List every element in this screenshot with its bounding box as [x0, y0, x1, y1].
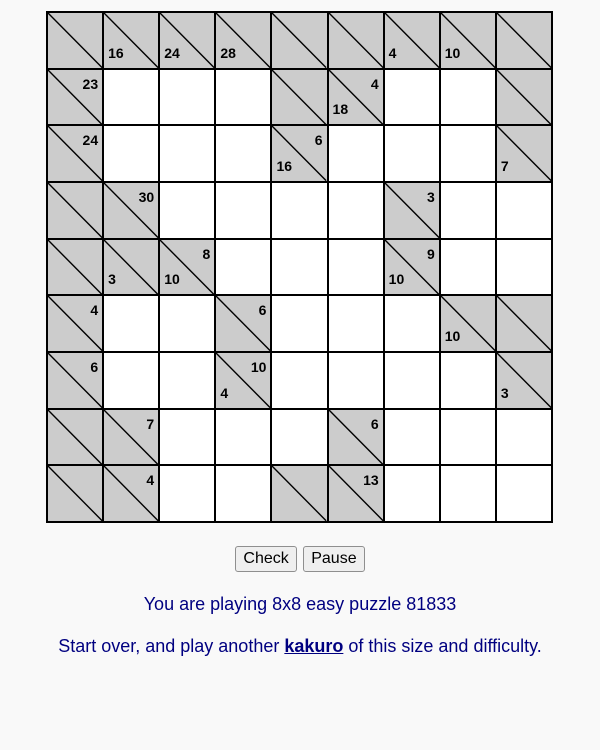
- down-clue: 4: [388, 44, 397, 61]
- entry-cell[interactable]: [215, 69, 271, 126]
- down-clue: 10: [164, 271, 180, 288]
- entry-cell[interactable]: [215, 125, 271, 182]
- clue-cell: [328, 12, 384, 69]
- clue-cell: [496, 352, 552, 409]
- entry-cell[interactable]: [328, 352, 384, 409]
- entry-cell[interactable]: [440, 182, 496, 239]
- play-another-prefix: Start over, and play another: [58, 636, 285, 656]
- board-row: [47, 182, 552, 239]
- down-clue: 16: [276, 157, 293, 174]
- clue-cell: [496, 69, 552, 126]
- entry-cell[interactable]: [440, 69, 496, 126]
- entry-cell[interactable]: [440, 125, 496, 182]
- entry-cell[interactable]: [215, 409, 271, 466]
- clue-cell: [440, 295, 496, 352]
- clue-cell: [103, 182, 159, 239]
- entry-cell[interactable]: [159, 409, 215, 466]
- play-another-line: [0, 636, 600, 657]
- clue-cell: [496, 295, 552, 352]
- down-clue: 24: [164, 44, 180, 61]
- across-clue: 6: [314, 132, 323, 149]
- entry-cell[interactable]: [328, 125, 384, 182]
- board-row: [47, 409, 552, 466]
- down-clue: 28: [220, 44, 236, 61]
- diagonal-divider: [48, 466, 102, 521]
- clue-cell: [384, 239, 440, 296]
- entry-cell[interactable]: [496, 182, 552, 239]
- pause-button[interactable]: Pause: [303, 546, 364, 572]
- across-clue: 23: [82, 75, 99, 92]
- play-another-suffix: of this size and difficulty.: [343, 636, 542, 656]
- clue-cell: [328, 69, 384, 126]
- board-row: [47, 12, 552, 69]
- clue-cell: [328, 409, 384, 466]
- across-clue: 3: [426, 188, 435, 205]
- clue-cell: [496, 12, 552, 69]
- clue-cell: [47, 125, 103, 182]
- diagonal-divider: [497, 296, 551, 351]
- across-clue: 4: [370, 75, 379, 92]
- entry-cell[interactable]: [159, 69, 215, 126]
- clue-cell: [159, 12, 215, 69]
- entry-cell[interactable]: [271, 182, 327, 239]
- entry-cell[interactable]: [384, 125, 440, 182]
- entry-cell[interactable]: [271, 295, 327, 352]
- entry-cell[interactable]: [440, 409, 496, 466]
- down-clue: 3: [108, 271, 116, 288]
- across-clue: 10: [250, 358, 267, 375]
- across-clue: 24: [82, 132, 99, 149]
- across-clue: 6: [370, 415, 379, 432]
- diagonal-divider: [48, 410, 102, 465]
- across-clue: 9: [426, 245, 435, 262]
- puzzle-status: You are playing 8x8 easy puzzle 81833: [143, 594, 457, 614]
- clue-cell: [271, 125, 327, 182]
- board-row: [47, 125, 552, 182]
- entry-cell[interactable]: [215, 465, 271, 522]
- across-clue: 30: [138, 188, 155, 205]
- diagonal-divider: [48, 13, 102, 68]
- entry-cell[interactable]: [103, 125, 159, 182]
- entry-cell[interactable]: [271, 352, 327, 409]
- board-row: [47, 352, 552, 409]
- entry-cell[interactable]: [384, 352, 440, 409]
- clue-cell: [271, 69, 327, 126]
- diagonal-divider: [329, 13, 383, 68]
- diagonal-divider: [272, 70, 326, 125]
- board-row: [47, 465, 552, 522]
- entry-cell[interactable]: [159, 352, 215, 409]
- entry-cell[interactable]: [103, 295, 159, 352]
- clue-cell: [159, 239, 215, 296]
- clue-cell: [271, 465, 327, 522]
- entry-cell[interactable]: [103, 69, 159, 126]
- clue-cell: [496, 125, 552, 182]
- clue-cell: [47, 69, 103, 126]
- across-clue: 6: [90, 358, 99, 375]
- clue-cell: [215, 295, 271, 352]
- check-button[interactable]: Check: [235, 546, 296, 572]
- entry-cell[interactable]: [496, 465, 552, 522]
- clue-cell: [103, 409, 159, 466]
- clue-cell: [103, 12, 159, 69]
- diagonal-divider: [272, 466, 326, 521]
- entry-cell[interactable]: [440, 352, 496, 409]
- clue-cell: [440, 12, 496, 69]
- diagonal-divider: [48, 240, 102, 295]
- entry-cell[interactable]: [328, 182, 384, 239]
- clue-cell: [103, 465, 159, 522]
- entry-cell[interactable]: [384, 465, 440, 522]
- entry-cell[interactable]: [159, 125, 215, 182]
- diagonal-divider: [497, 70, 551, 125]
- entry-cell[interactable]: [328, 239, 384, 296]
- entry-cell[interactable]: [384, 295, 440, 352]
- down-clue: 10: [444, 327, 461, 344]
- entry-cell[interactable]: [159, 295, 215, 352]
- entry-cell[interactable]: [159, 465, 215, 522]
- clue-cell: [47, 409, 103, 466]
- down-clue: 16: [108, 44, 124, 61]
- clue-cell: [47, 352, 103, 409]
- entry-cell[interactable]: [215, 239, 271, 296]
- entry-cell[interactable]: [103, 352, 159, 409]
- down-clue: 18: [332, 101, 349, 118]
- clue-cell: [47, 295, 103, 352]
- across-clue: 6: [258, 302, 267, 319]
- entry-cell[interactable]: [271, 409, 327, 466]
- controls: [0, 546, 600, 572]
- across-clue: 7: [146, 415, 155, 432]
- across-clue: 4: [146, 472, 155, 489]
- entry-cell[interactable]: [440, 465, 496, 522]
- diagonal-divider: [497, 13, 551, 68]
- down-clue: 10: [388, 271, 405, 288]
- diagonal-divider: [272, 13, 326, 68]
- entry-cell[interactable]: [328, 295, 384, 352]
- clue-cell: [215, 12, 271, 69]
- entry-cell[interactable]: [496, 239, 552, 296]
- across-clue: 13: [363, 472, 379, 489]
- entry-cell[interactable]: [159, 182, 215, 239]
- clue-cell: [271, 12, 327, 69]
- down-clue: 10: [444, 44, 461, 61]
- clue-cell: [47, 239, 103, 296]
- entry-cell[interactable]: [384, 409, 440, 466]
- clue-cell: [47, 182, 103, 239]
- down-clue: 4: [220, 384, 229, 401]
- entry-cell[interactable]: [496, 409, 552, 466]
- clue-cell: [384, 182, 440, 239]
- clue-cell: [47, 465, 103, 522]
- clue-cell: [47, 12, 103, 69]
- board-row: [47, 69, 552, 126]
- board-row: [47, 295, 552, 352]
- clue-cell: [384, 12, 440, 69]
- across-clue: 8: [202, 245, 211, 262]
- entry-cell[interactable]: [440, 239, 496, 296]
- clue-cell: [215, 352, 271, 409]
- board-row: [47, 239, 552, 296]
- across-clue: 4: [90, 302, 99, 319]
- entry-cell[interactable]: [384, 69, 440, 126]
- kakuro-link[interactable]: kakuro: [284, 636, 344, 656]
- diagonal-divider: [48, 183, 102, 238]
- clue-cell: [328, 465, 384, 522]
- down-clue: 3: [500, 384, 509, 401]
- down-clue: 7: [500, 157, 509, 174]
- entry-cell[interactable]: [215, 182, 271, 239]
- entry-cell[interactable]: [271, 239, 327, 296]
- kakuro-board: [46, 11, 553, 523]
- clue-cell: [103, 239, 159, 296]
